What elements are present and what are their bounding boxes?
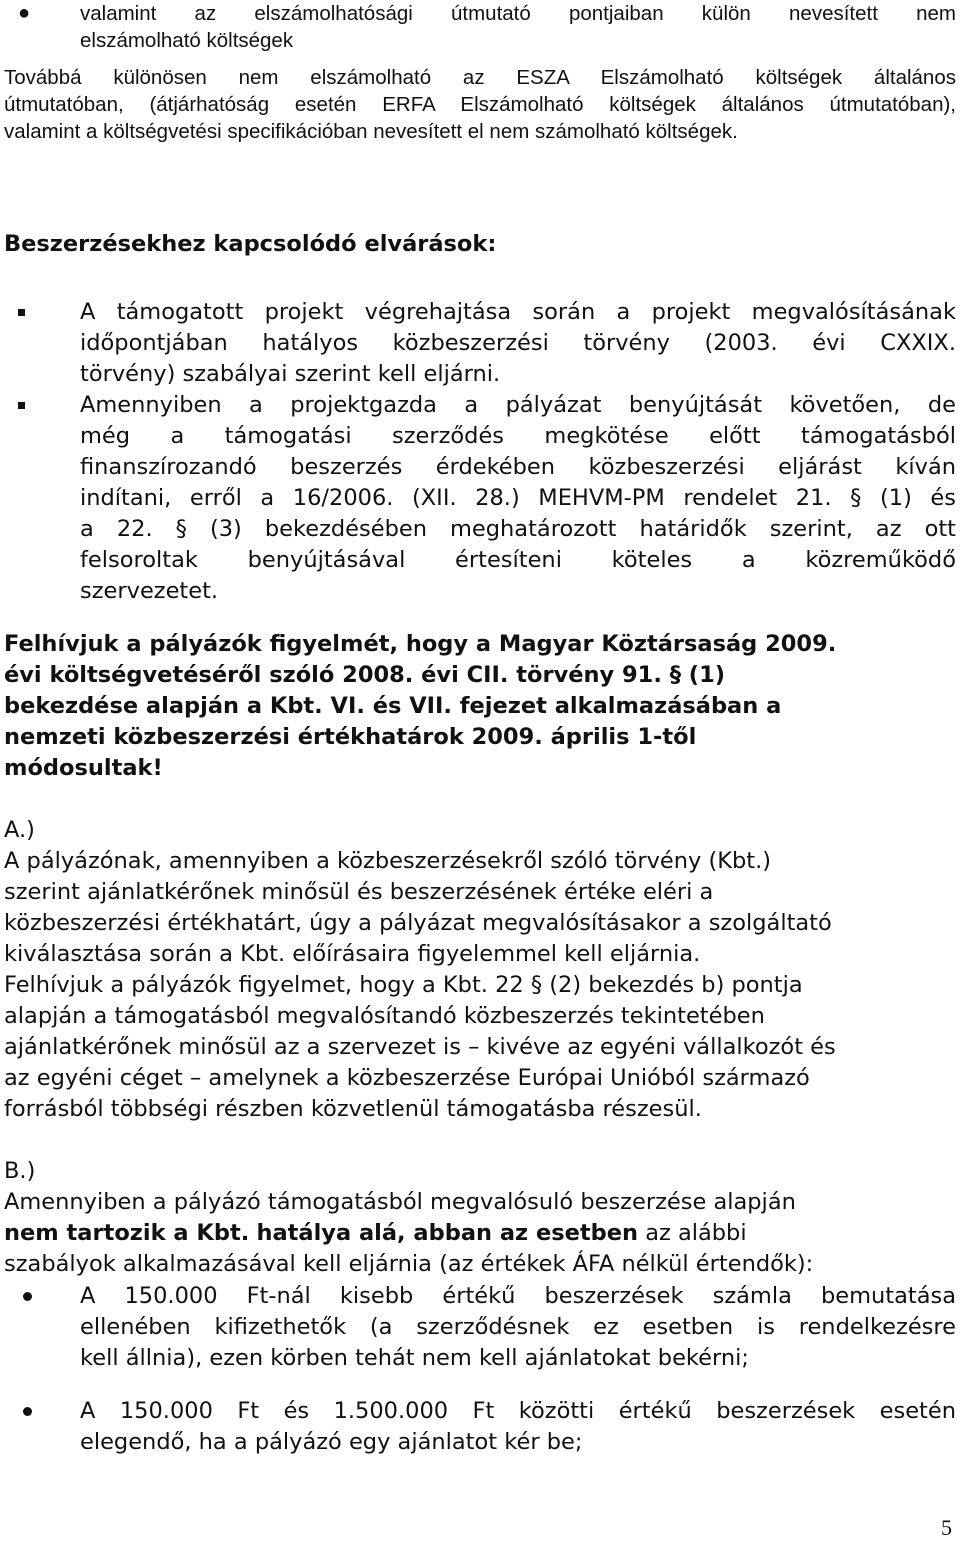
square-bullet-list [4,297,956,607]
text-line: nemzeti közbeszerzési értékhatárok 2009. április 1-től [4,724,697,750]
square-bullet-icon [18,309,25,316]
text-line: az egyéni céget – amelynek a közbeszerzése Európai Unióból származó [4,1065,810,1091]
text-line: szabályok alkalmazásával kell eljárnia (az értékek ÁFA nélkül értendők): [4,1251,814,1277]
document-page [4,0,956,1458]
text-line: finanszírozandó beszerzés érdekében közbeszerzési eljárást kíván [80,454,956,480]
text-line: Amennyiben a projektgazda a pályázat benyújtását követően, de [80,392,956,418]
text-line: indítani, erről a 16/2006. (XII. 28.) MEHVM-PM rendelet 21. § (1) és [80,485,956,511]
text-line: A 150.000 Ft-nál kisebb értékű beszerzések számla bemutatása [80,1283,956,1309]
list-item [4,390,956,607]
text-line: elszámolható költségek [80,29,294,52]
section-heading: Beszerzésekhez kapcsolódó elvárások: [4,231,497,257]
square-bullet-icon [18,402,25,409]
section-label-b: B.) [4,1158,36,1184]
list-item [4,297,956,390]
bullet-list [4,1281,956,1458]
text-line: elegendő, ha a pályázó egy ajánlatot kér be; [80,1429,583,1455]
text-line: Továbbá különösen nem elszámolható az ESZA Elszámolható költségek általános [4,66,956,89]
list-item [4,1396,956,1458]
bullet-icon: ● [18,2,31,24]
main-content [4,229,956,1458]
bold-text: nem tartozik a Kbt. [4,1220,250,1246]
text-line: közbeszerzési értékhatárt, úgy a pályázat megvalósításakor a szolgáltató [4,910,832,936]
text-line: útmutatóban, (átjárhatóság esetén ERFA Elszámolható költségek általános útmutatóban), [4,93,956,116]
text-line: kell állnia), ezen körben tehát nem kell ajánlatokat bekérni; [80,1345,749,1371]
text-line: bekezdése alapján a Kbt. VI. és VII. fejezet alkalmazásában a [4,693,782,719]
top-section [4,0,956,145]
text-line: A 150.000 Ft és 1.500.000 Ft közötti értékű beszerzések esetén [80,1398,956,1424]
page-number: 5 [941,1515,952,1540]
text-line: Felhívjuk a pályázók figyelmét, hogy a Magyar Köztársaság 2009. [4,631,837,657]
notice-paragraph [4,629,956,784]
list-item [4,1281,956,1374]
section-label-a: A.) [4,817,35,843]
text-line: ajánlatkérőnek minősül az a szervezet is – kivéve az egyéni vállalkozót és [4,1034,836,1060]
bold-text: hatálya alá, abban az esetben [256,1220,639,1246]
text-line: A pályázónak, amennyiben a közbeszerzésekről szóló törvény (Kbt.) [4,848,772,874]
bullet-icon [23,1407,32,1416]
text-line: kiválasztása során a Kbt. előírásaira figyelemmel kell eljárnia. [4,941,701,967]
text-line: módosultak! [4,755,163,781]
text: az alábbi [645,1220,747,1246]
list-item [4,0,956,54]
paragraph [4,64,956,145]
text-line: szervezetet. [80,578,219,604]
text-line: a 22. § (3) bekezdésében meghatározott határidők szerint, az ott [80,516,956,542]
text-line: A támogatott projekt végrehajtása során a projekt megvalósításának [80,299,956,325]
text-line: törvény) szabályai szerint kell eljárni. [80,361,501,387]
text-line: Amennyiben a pályázó támogatásból megvalósuló beszerzése alapján [4,1189,796,1215]
text-line: szerint ajánlatkérőnek minősül és beszerzésének értéke eléri a [4,879,714,905]
section-b-paragraph [4,1187,956,1280]
text-line: forrásból többségi részben közvetlenül támogatásba részesül. [4,1096,702,1122]
text-line: ellenében kifizethetők (a szerződésnek ez esetben is rendelkezésre [80,1314,956,1340]
text-line: felsoroltak benyújtásával értesíteni köteles a közreműködő [80,547,956,573]
text-line: évi költségvetéséről szóló 2008. évi CII. törvény 91. § (1) [4,662,726,688]
section-a-paragraph [4,846,956,1125]
text-line [4,1218,956,1249]
text-line: még a támogatási szerződés megkötése előtt támogatásból [80,423,956,449]
text-line: időpontjában hatályos közbeszerzési törvény (2003. évi CXXIX. [80,330,956,356]
bullet-icon [23,1292,32,1301]
text-line: alapján a támogatásból megvalósítandó közbeszerzés tekintetében [4,1003,765,1029]
text-line: valamint a költségvetési specifikációban nevesített el nem számolható költségek. [4,120,738,143]
text-line: Felhívjuk a pályázók figyelmet, hogy a Kbt. 22 § (2) bekezdés b) pontja [4,972,803,998]
text-line: valamint az elszámolhatósági útmutató pontjaiban külön nevesített nem [80,2,956,25]
